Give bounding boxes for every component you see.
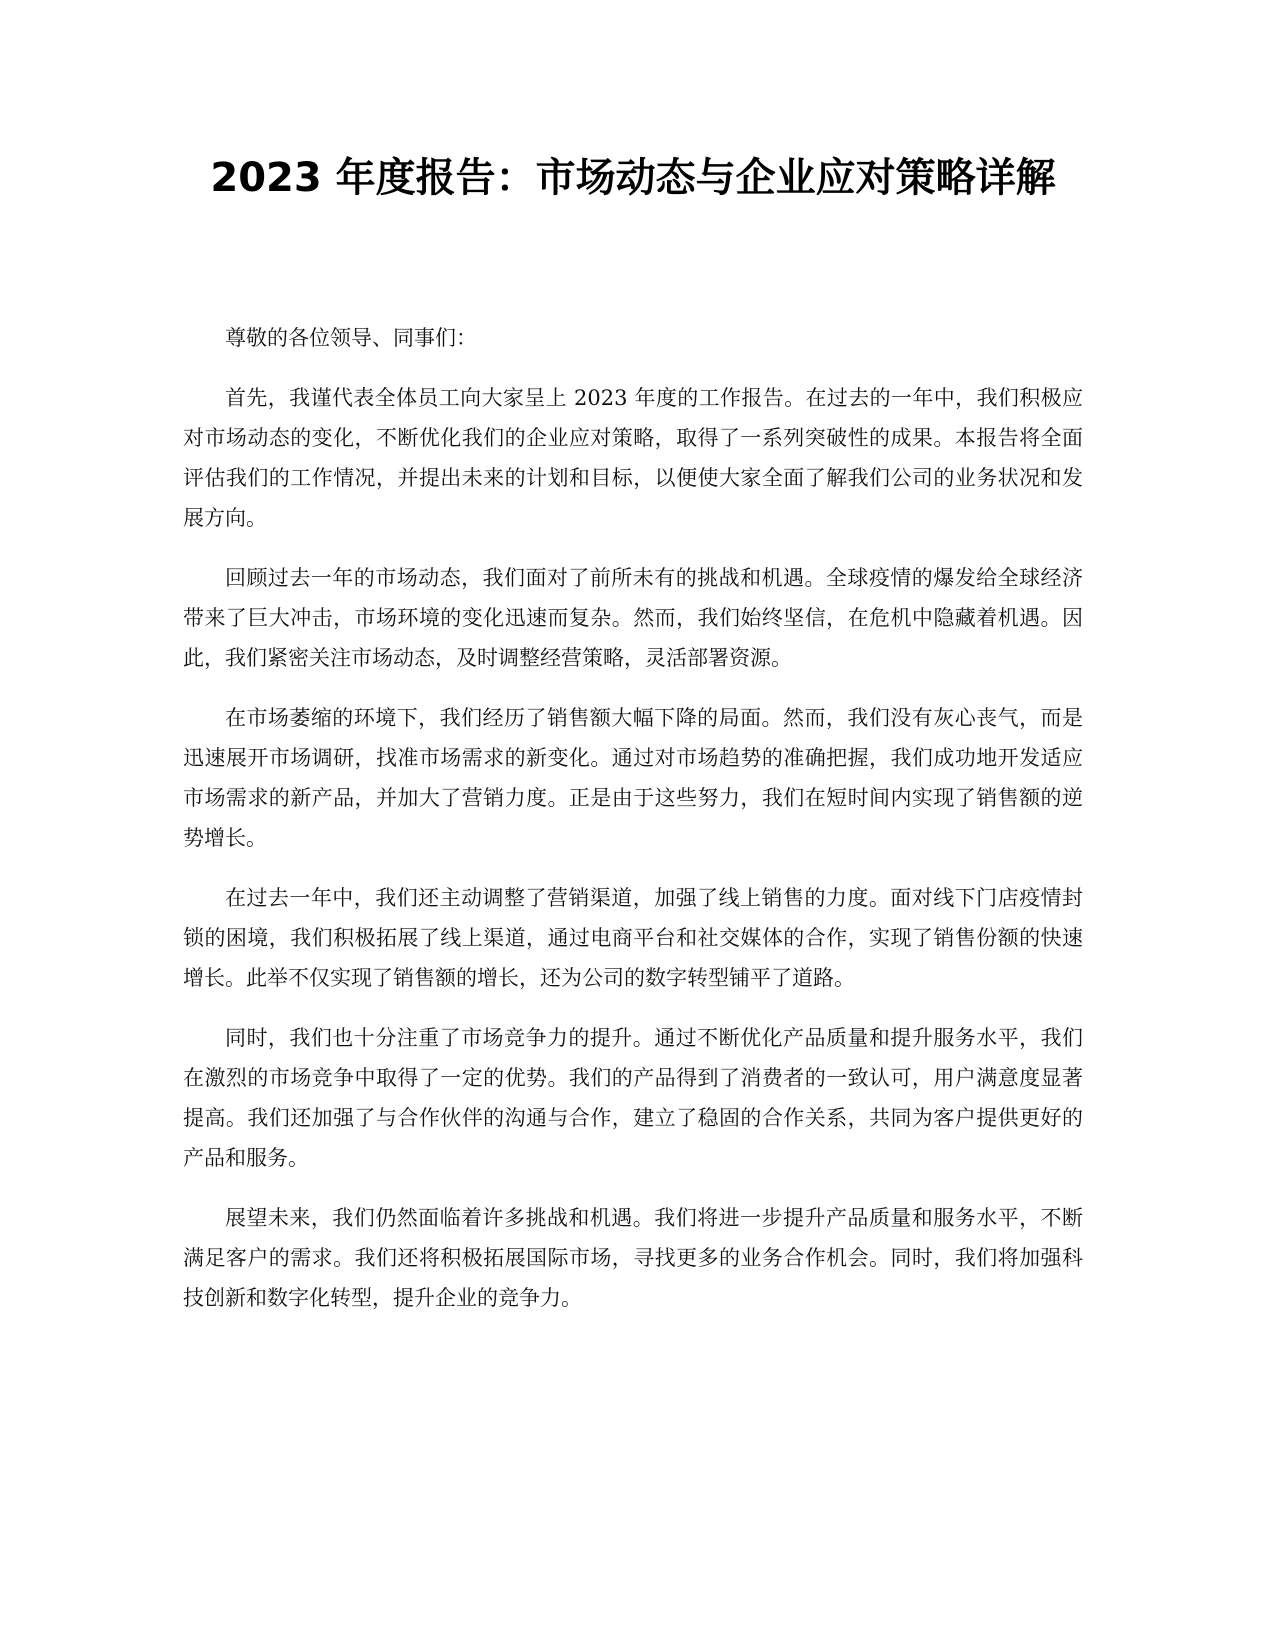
document-body xyxy=(183,318,1083,1338)
salutation: 尊敬的各位领导、同事们： xyxy=(225,326,477,350)
paragraph-outlook: 展望未来，我们仍然面临着许多挑战和机遇。我们将进一步提升产品质量和服务水平，不断满足客户的需求。我们还将积极拓展国际市场，寻找更多的业务合作机会。同时，我们将加强科技创新和数字化转型，提升企业的竞争力。 xyxy=(183,1206,1083,1310)
paragraph-competitiveness: 同时，我们也十分注重了市场竞争力的提升。通过不断优化产品质量和提升服务水平，我们在激烈的市场竞争中取得了一定的优势。我们的产品得到了消费者的一致认可，用户满意度显著提高。我们还加强了与合作伙伴的沟通与合作，建立了稳固的合作关系，共同为客户提供更好的产品和服务。 xyxy=(183,1026,1083,1170)
paragraph-intro: 首先，我谨代表全体员工向大家呈上 2023 年度的工作报告。在过去的一年中，我们积极应对市场动态的变化，不断优化我们的企业应对策略，取得了一系列突破性的成果。本报告将全面评估我们的工作情况，并提出未来的计划和目标，以便使大家全面了解我们公司的业务状况和发展方向。 xyxy=(183,386,1083,530)
paragraph-sales-recovery: 在市场萎缩的环境下，我们经历了销售额大幅下降的局面。然而，我们没有灰心丧气，而是迅速展开市场调研，找准市场需求的新变化。通过对市场趋势的准确把握，我们成功地开发适应市场需求的新产品，并加大了营销力度。正是由于这些努力，我们在短时间内实现了销售额的逆势增长。 xyxy=(183,706,1083,850)
paragraph-online-channels: 在过去一年中，我们还主动调整了营销渠道，加强了线上销售的力度。面对线下门店疫情封锁的困境，我们积极拓展了线上渠道，通过电商平台和社交媒体的合作，实现了销售份额的快速增长。此举不仅实现了销售额的增长，还为公司的数字转型铺平了道路。 xyxy=(183,886,1083,990)
paragraph-market-review: 回顾过去一年的市场动态，我们面对了前所未有的挑战和机遇。全球疫情的爆发给全球经济带来了巨大冲击，市场环境的变化迅速而复杂。然而，我们始终坚信，在危机中隐藏着机遇。因此，我们紧密关注市场动态，及时调整经营策略，灵活部署资源。 xyxy=(183,566,1083,670)
document-title: 2023 年度报告：市场动态与企业应对策略详解 xyxy=(210,155,1056,201)
